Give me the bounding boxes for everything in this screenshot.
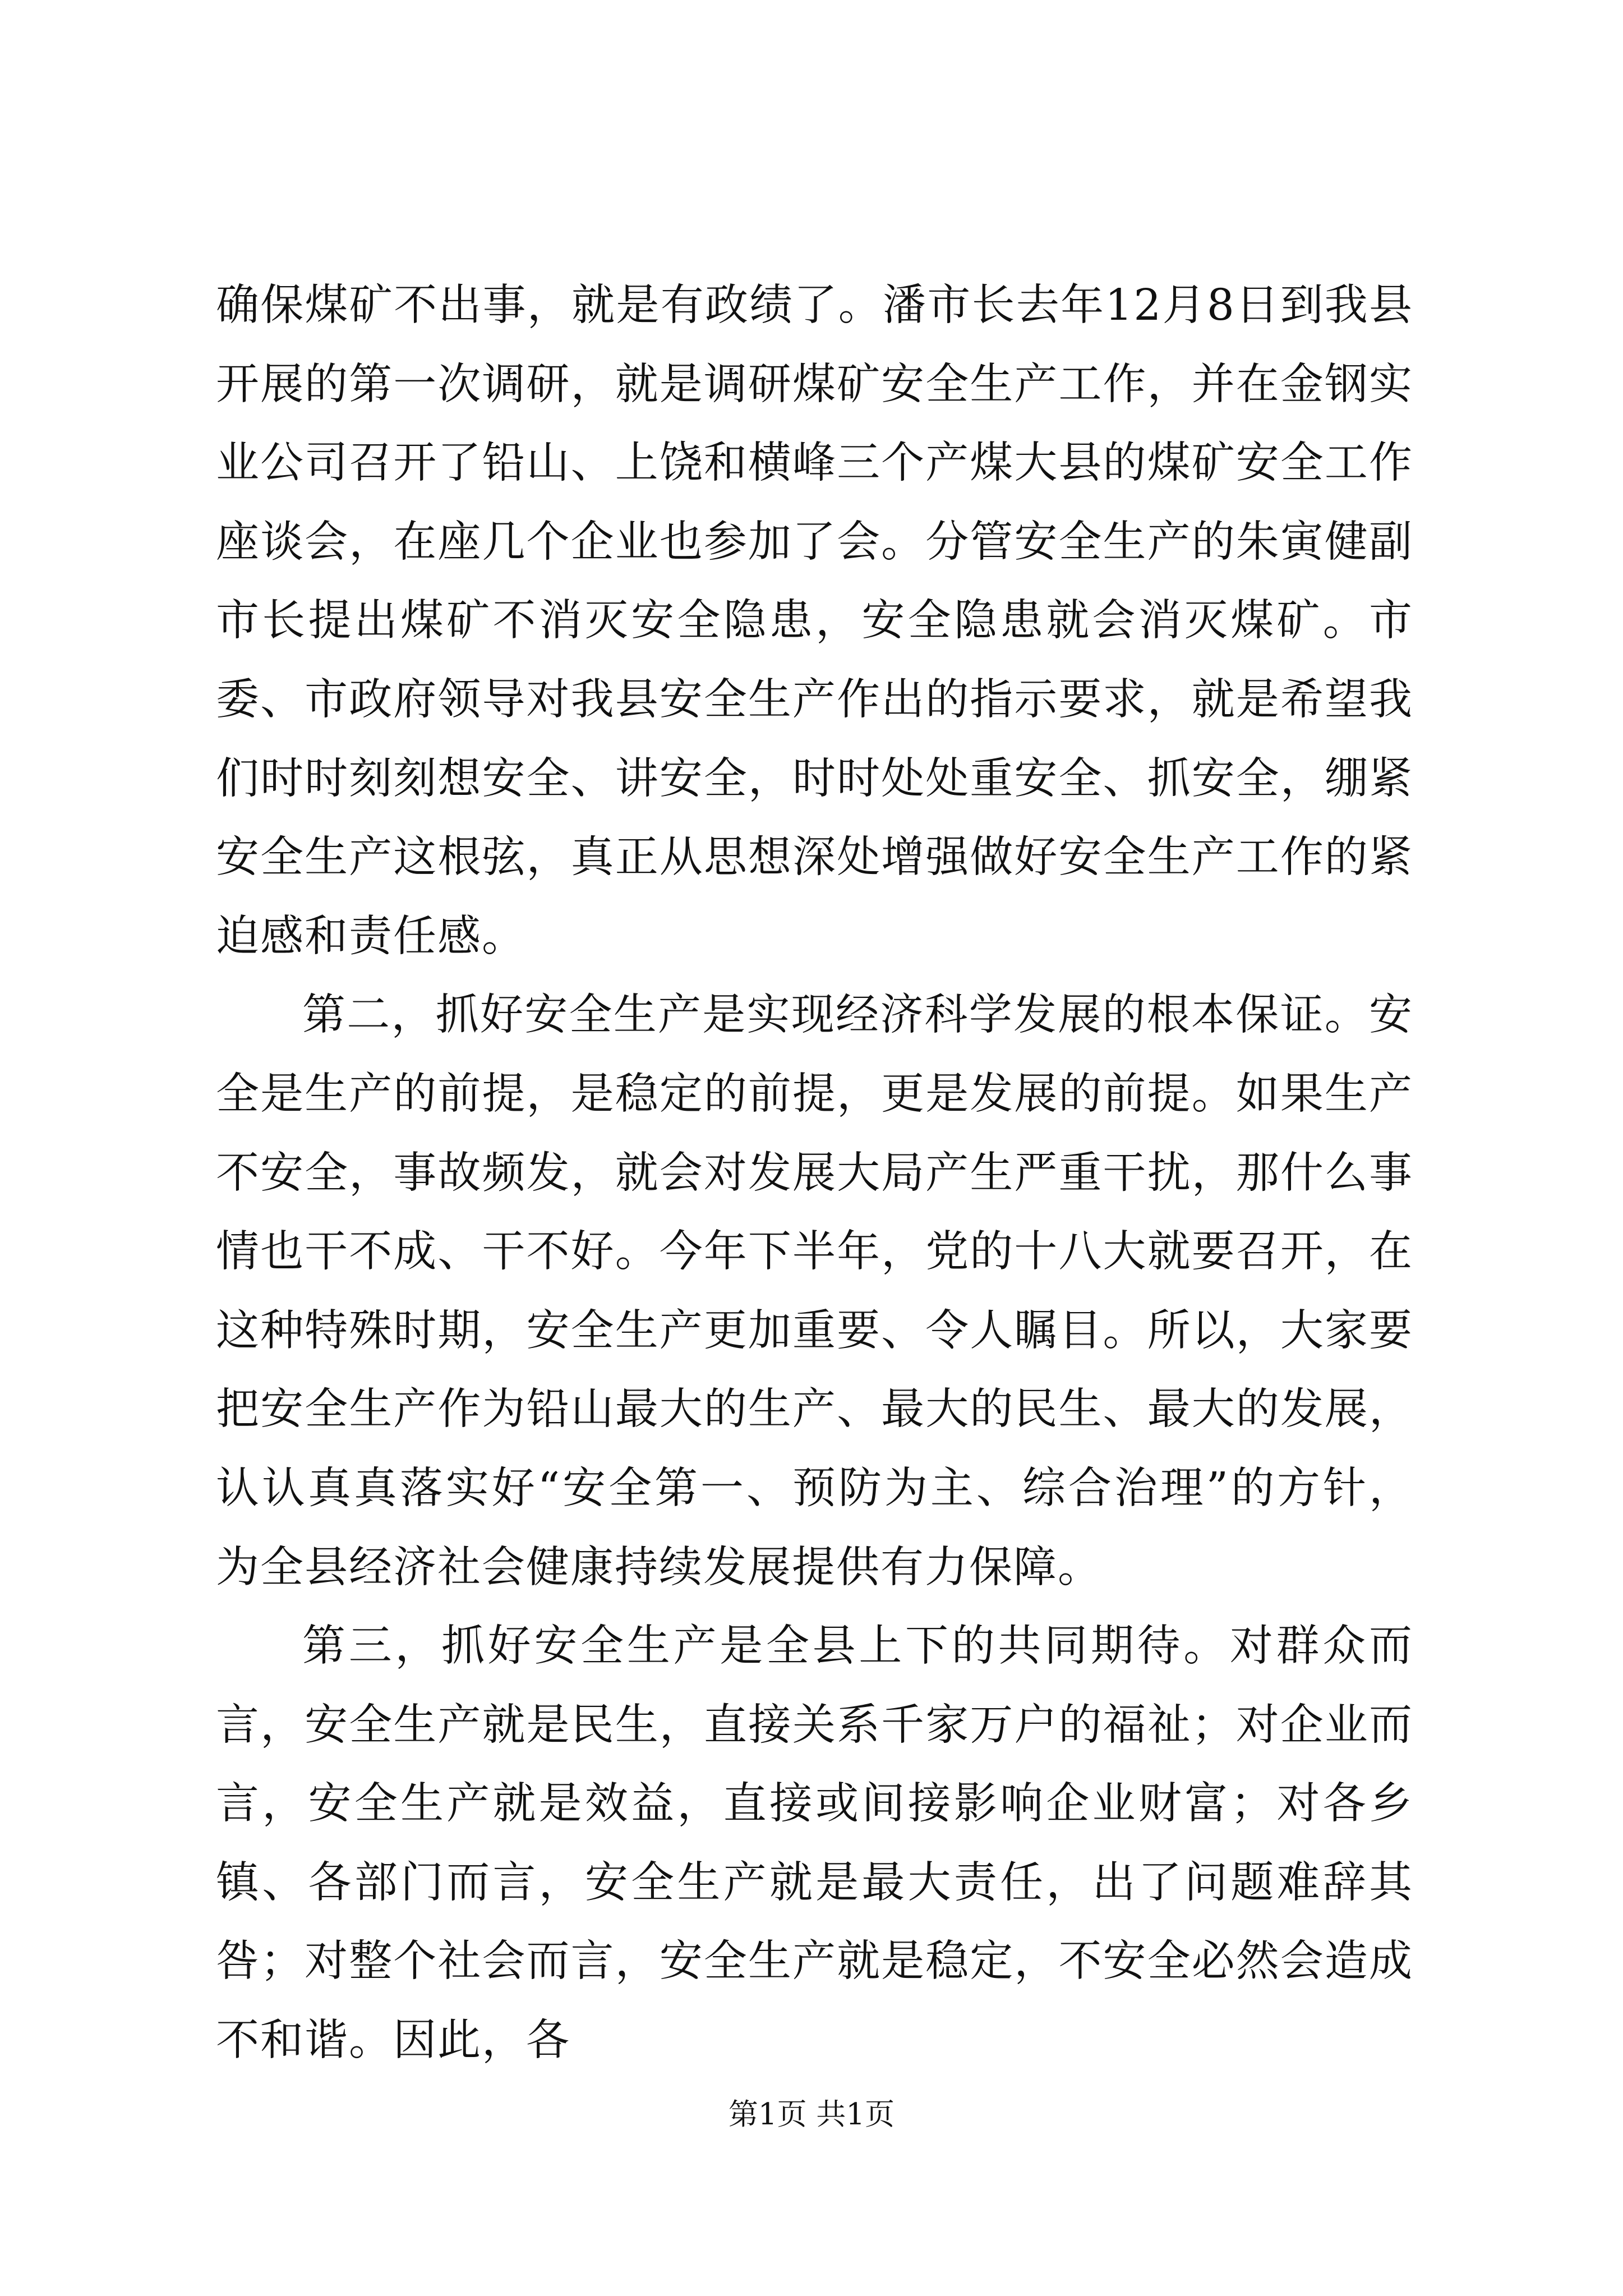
paragraph-continued: 确保煤矿不出事，就是有政绩了。潘市长去年12月8日到我县开展的第一次调研，就是调研煤矿安全生产工作，并在金钢实业公司召开了铅山、上饶和横峰三个产煤大县的煤矿安全工作座谈会，在座几个企业也参加了会。分管安全生产的朱寅健副市长提出煤矿不消灭安全隐患，安全隐患就会消灭煤矿。市委、市政府领导对我县安全生产作出的指示要求，就是希望我们时时刻刻想安全、讲安全，时时处处重安全、抓安全，绷紧安全生产这根弦，真正从思想深处增强做好安全生产工作的紧迫感和责任感。 — [216, 280, 1413, 961]
page-footer: 第1页 共1页 — [728, 2097, 895, 2132]
paragraph-third-point: 第三，抓好安全生产是全县上下的共同期待。对群众而言，安全生产就是民生，直接关系千家万户的福祉；对企业而言，安全生产就是效益，直接或间接影响企业财富；对各乡镇、各部门而言，安全生产就是最大责任，出了问题难辞其咎；对整个社会而言，安全生产就是稳定，不安全必然会造成不和谐。因此，各 — [216, 1621, 1413, 2066]
document-body — [216, 266, 1413, 2081]
paragraph-second-point: 第二，抓好安全生产是实现经济科学发展的根本保证。安全是生产的前提，是稳定的前提，更是发展的前提。如果生产不安全，事故频发，就会对发展大局产生严重干扰，那什么事情也干不成、干不好。今年下半年，党的十八大就要召开，在这种特殊时期，安全生产更加重要、令人瞩目。所以，大家要把安全生产作为铅山最大的生产、最大的民生、最大的发展，认认真真落实好“安全第一、预防为主、综合治理”的方针，为全县经济社会健康持续发展提供有力保障。 — [216, 990, 1413, 1593]
